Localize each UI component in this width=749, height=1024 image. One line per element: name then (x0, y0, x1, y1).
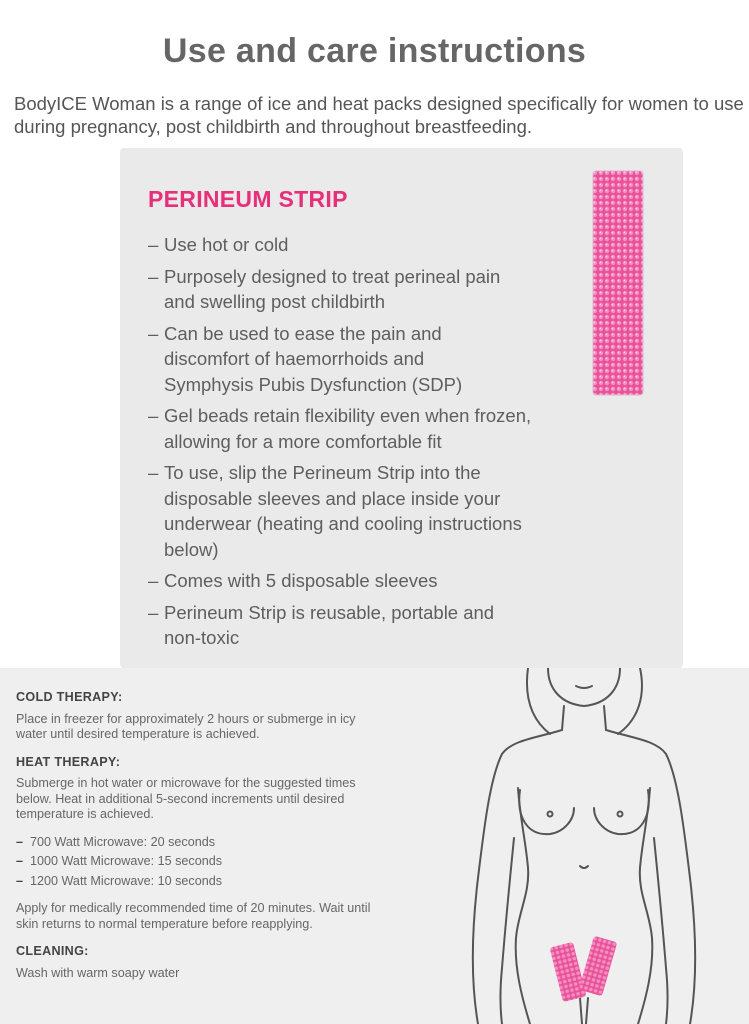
page-title: Use and care instructions (162, 32, 587, 70)
feature-item: – Can be used to ease the pain and discomfort of haemorrhoids and Symphysis Pubis Dysfunction (SDP) (148, 321, 494, 398)
perineum-strip-image (592, 170, 644, 396)
microwave-time-item: – 1000 Watt Microwave: 15 seconds (16, 854, 396, 870)
therapy-instructions (16, 690, 396, 993)
feature-item: – To use, slip the Perineum Strip into the disposable sleeves and place inside your underwear (heating and cooling instructions below) (148, 460, 544, 562)
feature-list (148, 232, 668, 657)
product-card (120, 148, 683, 668)
feature-item: – Comes with 5 disposable sleeves (148, 568, 668, 594)
microwave-time-item: – 1200 Watt Microwave: 10 seconds (16, 874, 396, 890)
body-outline-illustration (440, 668, 749, 1024)
feature-item: – Gel beads retain flexibility even when frozen, allowing for a more comfortable fit (148, 403, 584, 454)
feature-item: – Perineum Strip is reusable, portable and non-toxic (148, 600, 514, 651)
apply-note: Apply for medically recommended time of 20 minutes. Wait until skin returns to normal temperature before reapplying. (16, 901, 371, 931)
intro-text: BodyICE Woman is a range of ice and heat packs designed specifically for women to use during pregnancy, post childbirth and throughout breastfeeding. (14, 93, 744, 137)
cleaning-heading: CLEANING: (16, 944, 89, 958)
product-name: PERINEUM STRIP (148, 186, 348, 212)
cleaning-text: Wash with warm soapy water (16, 965, 180, 980)
heat-therapy-heading: HEAT THERAPY: (16, 754, 121, 769)
feature-item: – Use hot or cold (148, 232, 668, 258)
care-section (0, 668, 749, 1024)
feature-item: – Purposely designed to treat perineal pain and swelling post childbirth (148, 264, 504, 315)
microwave-times (16, 835, 396, 890)
heat-therapy-text: Submerge in hot water or microwave for the suggested times below. Heat in additional 5-second increments until desired temperature is achieved. (16, 776, 356, 821)
microwave-time-item: – 700 Watt Microwave: 20 seconds (16, 835, 396, 851)
cold-therapy-text: Place in freezer for approximately 2 hours or submerge in icy water until desired temperature is achieved. (16, 711, 356, 741)
cold-therapy-heading: COLD THERAPY: (16, 690, 123, 704)
